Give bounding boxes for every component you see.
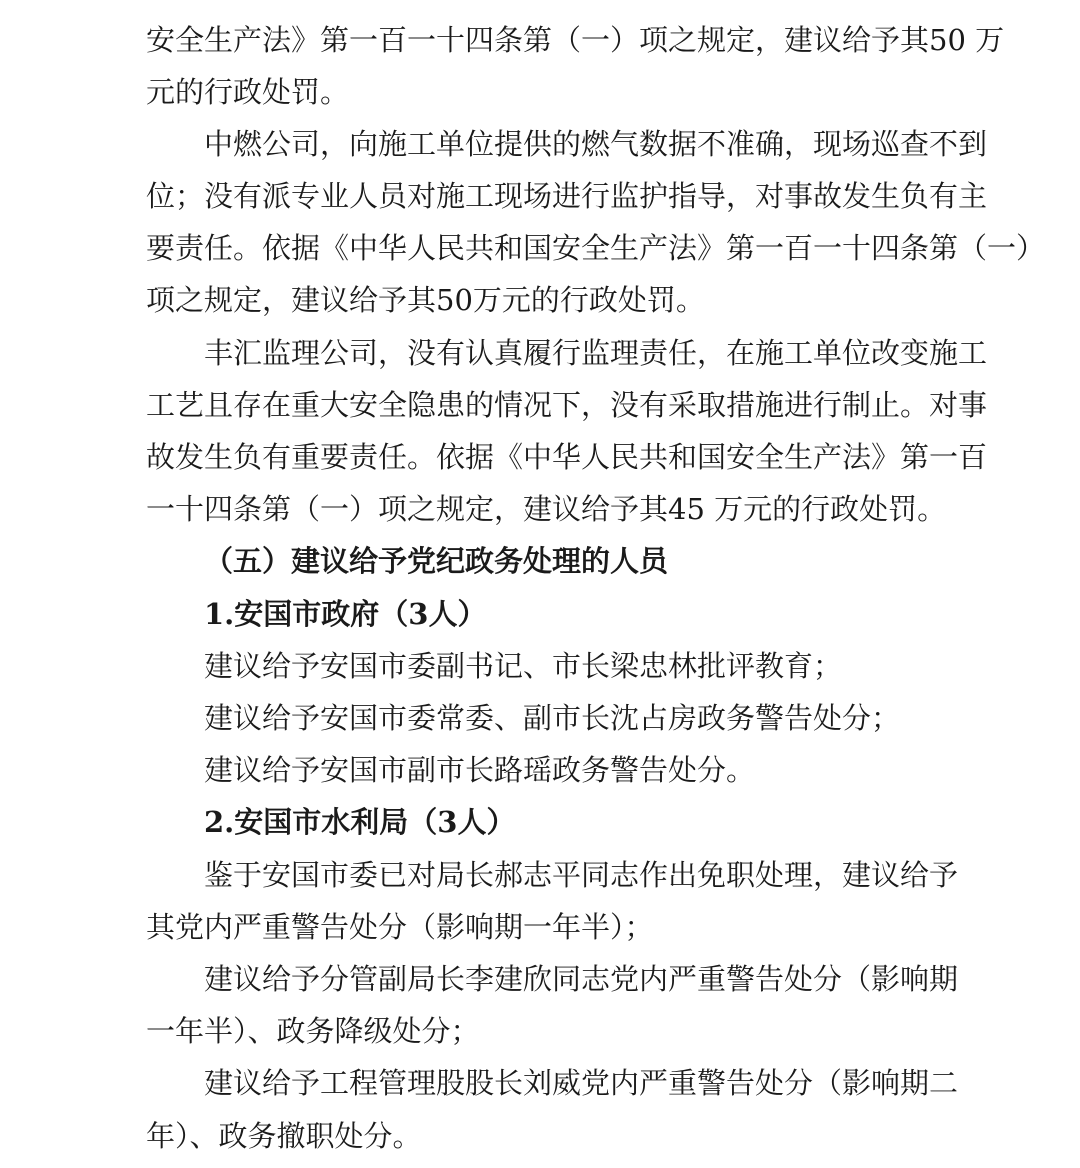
subsection-heading: 2.安国市水利局（3人） xyxy=(204,805,516,839)
list-item-line: 鉴于安国市委已对局长郝志平同志作出免职处理，建议给予 xyxy=(204,858,959,892)
paragraph-line: 工艺且存在重大安全隐患的情况下，没有采取措施进行制止。对事 xyxy=(146,388,988,422)
paragraph-line: 元的行政处罚。 xyxy=(146,75,350,109)
paragraph-line: 丰汇监理公司，没有认真履行监理责任，在施工单位改变施工 xyxy=(204,336,988,370)
subsection-heading: 1.安国市政府（3人） xyxy=(204,597,487,631)
section-heading: （五）建议给予党纪政务处理的人员 xyxy=(204,544,669,578)
list-item-line: 其党内严重警告处分（影响期一年半）； xyxy=(146,910,654,944)
list-item-line: 年）、政务撤职处分。 xyxy=(146,1119,422,1153)
list-item: 建议给予安国市委常委、副市长沈占房政务警告处分； xyxy=(204,701,901,735)
paragraph-line: 项之规定，建议给予其50万元的行政处罚。 xyxy=(146,283,705,317)
paragraph-line: 要责任。依据《中华人民共和国安全生产法》第一百一十四条第（一） xyxy=(146,231,1046,265)
list-item: 建议给予安国市委副书记、市长梁忠林批评教育； xyxy=(204,649,843,683)
list-item-line: 建议给予工程管理股股长刘威党内严重警告处分（影响期二 xyxy=(204,1066,959,1100)
paragraph-line: 故发生负有重要责任。依据《中华人民共和国安全生产法》第一百 xyxy=(146,440,988,474)
list-item-line: 建议给予分管副局长李建欣同志党内严重警告处分（影响期 xyxy=(204,962,959,996)
list-item-line: 一年半）、政务降级处分； xyxy=(146,1014,480,1048)
paragraph-line: 安全生产法》第一百一十四条第（一）项之规定，建议给予其50 万 xyxy=(146,23,1005,57)
paragraph-line: 中燃公司，向施工单位提供的燃气数据不准确，现场巡查不到 xyxy=(204,127,988,161)
paragraph-line: 位；没有派专业人员对施工现场进行监护指导，对事故发生负有主 xyxy=(146,179,988,213)
paragraph-line: 一十四条第（一）项之规定，建议给予其45 万元的行政处罚。 xyxy=(146,492,947,526)
list-item: 建议给予安国市副市长路瑶政务警告处分。 xyxy=(204,753,756,787)
